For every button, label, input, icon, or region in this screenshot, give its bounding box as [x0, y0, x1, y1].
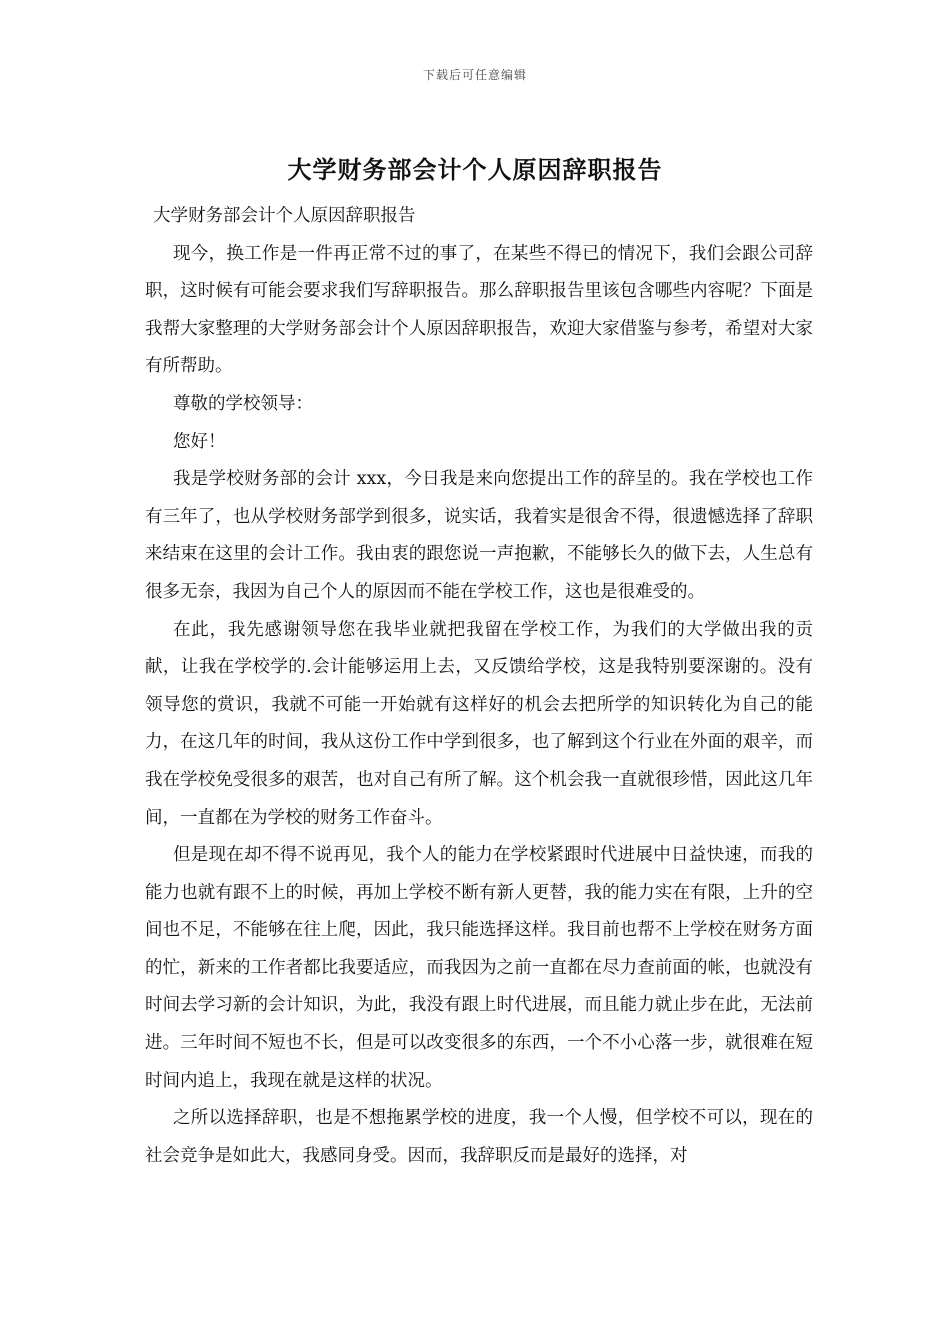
document-title: 大学财务部会计个人原因辞职报告 [287, 155, 663, 184]
paragraph-subtitle: 大学财务部会计个人原因辞职报告 [153, 206, 416, 226]
paragraph-body-4: 之所以选择辞职，也是不想拖累学校的进度，我一个人慢，但学校不可以，现在的社会竞争是如此大，我感同身受。因而，我辞职反而是最好的选择，对 [145, 1108, 813, 1166]
paragraph-body-2: 在此，我先感谢领导您在我毕业就把我留在学校工作，为我们的大学做出我的贡献，让我在学校学的.会计能够运用上去，又反馈给学校，这是我特别要深谢的。没有领导您的赏识，我就不可能一开始就有这样好的机会去把所学的知识转化为自己的能力，在这几年的时间，我从这份工作中学到很多，也了解到这个行业在外面的艰辛，而我在学校免受很多的艰苦，也对自己有所了解。这个机会我一直就很珍惜，因此这几年间，一直都在为学校的财务工作奋斗。 [145, 619, 813, 828]
header-note: 下载后可任意编辑 [422, 68, 527, 82]
paragraph-greeting: 您好！ [173, 431, 226, 452]
paragraph-intro: 现今，换工作是一件再正常不过的事了，在某些不得已的情况下，我们会跟公司辞职，这时候有可能会要求我们写辞职报告。那么辞职报告里该包含哪些内容呢？下面是我帮大家整理的大学财务部会计个人原因辞职报告，欢迎大家借鉴与参考，希望对大家有所帮助。 [145, 243, 813, 377]
document-body [145, 198, 813, 1175]
paragraph-salutation: 尊敬的学校领导： [173, 393, 313, 414]
paragraph-body-1: 我是学校财务部的会计 xxx，今日我是来向您提出工作的辞呈的。我在学校也工作有三年了，也从学校财务部学到很多，说实话，我着实是很舍不得，很遗憾选择了辞职来结束在这里的会计工作。我由衷的跟您说一声抱歉，不能够长久的做下去，人生总有很多无奈，我因为自己个人的原因而不能在学校工作，这也是很难受的。 [145, 469, 813, 602]
paragraph-body-3: 但是现在却不得不说再见，我个人的能力在学校紧跟时代进展中日益快速，而我的能力也就有跟不上的时候，再加上学校不断有新人更替，我的能力实在有限，上升的空间也不足，不能够在往上爬，因此，我只能选择这样。我目前也帮不上学校在财务方面的忙，新来的工作者都比我要适应，而我因为之前一直都在尽力查前面的帐，也就没有时间去学习新的会计知识，为此，我没有跟上时代进展，而且能力就止步在此，无法前进。三年时间不短也不长，但是可以改变很多的东西，一个不小心落一步，就很难在短时间内追上，我现在就是这样的状况。 [145, 845, 813, 1091]
